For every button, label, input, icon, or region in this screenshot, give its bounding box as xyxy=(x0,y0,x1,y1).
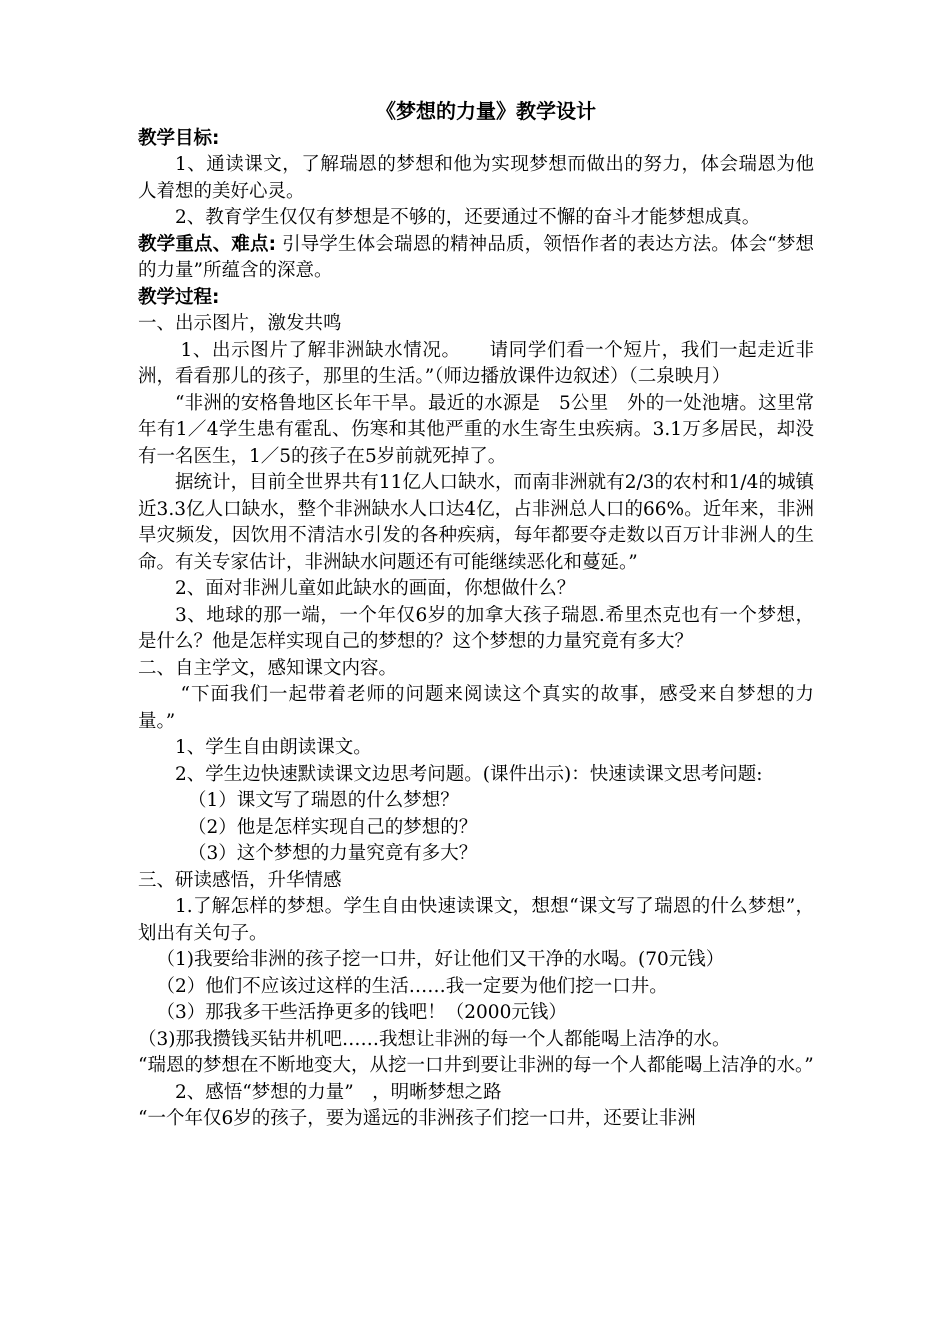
goals-heading: 教学目标: xyxy=(138,127,220,149)
question-2: （2）他是怎样实现自己的梦想的？ xyxy=(187,816,478,838)
sentence-3: （3）那我多干些活挣更多的钱吧！（2000元钱） xyxy=(156,1002,567,1023)
key-points-text: 引导学生体会瑞恩的精神品质，领悟作者的表达方法。体会“梦想的力量”所蕴含的深意。 xyxy=(138,233,815,281)
paragraph-6: “下面我们一起带着老师的问题来阅读这个真实的故事，感受来自梦想的力量。” xyxy=(138,684,814,732)
paragraph-5: 3、地球的那一端，一个年仅6岁的加拿大孩子瑞恩.希里杰克也有一个梦想，是什么？他是怎样实现自己的梦想的？这个梦想的力量究竟有多大？ xyxy=(138,604,814,652)
paragraph-1: 1、出示图片了解非洲缺水情况。 请同学们看一个短片，我们一起走近非洲，看看那儿的孩子，那里的生活。”（师边播放课件边叙述）（二泉映月） xyxy=(138,339,814,387)
sentence-2: （2）他们不应该过这样的生活……我一定要为他们挖一口井。 xyxy=(156,975,668,997)
process-heading: 教学过程: xyxy=(138,286,220,308)
sentence-1: （1)我要给非洲的孩子挖一口井，好让他们又干净的水喝。(70元钱） xyxy=(156,949,725,970)
key-points-label: 教学重点、难点: xyxy=(138,233,277,255)
question-3: （3）这个梦想的力量究竟有多大？ xyxy=(187,843,478,864)
paragraph-10: “瑞恩的梦想在不断地变大，从挖一口井到要让非洲的每一个人都能喝上洁净的水。” xyxy=(138,1055,814,1076)
sentence-4: （3)那我攒钱买钻井机吧……我想让非洲的每一个人都能喝上洁净的水。 xyxy=(138,1028,731,1050)
paragraph-9: 1.了解怎样的梦想。学生自由快速读课文，想想“课文写了瑞恩的什么梦想”，划出有关句子。 xyxy=(138,896,814,944)
section-3-heading: 三、研读感悟，升华情感 xyxy=(138,869,342,891)
goal-2: 2、教育学生仅仅有梦想是不够的，还要通过不懈的奋斗才能梦想成真。 xyxy=(175,207,761,228)
paragraph-2: “非洲的安格鲁地区长年干旱。最近的水源是 5公里 外的一处池塘。这里常年有1／4学生患有霍乱、伤寒和其他严重的水生寄生虫疾病。3.1万多居民，却没有一名医生，1／5的孩子在5岁前就死掉了。 xyxy=(138,392,814,467)
goal-1: 1、通读课文，了解瑞恩的梦想和他为实现梦想而做出的努力，体会瑞恩为他人着想的美好心灵。 xyxy=(138,154,814,202)
document-title: 《梦想的力量》教学设计 xyxy=(376,99,596,123)
paragraph-8: 2、学生边快速默读课文边思考问题。(课件出示)：快速读课文思考问题: xyxy=(175,763,763,785)
section-2-heading: 二、自主学文，感知课文内容。 xyxy=(138,657,398,679)
question-1: （1）课文写了瑞恩的什么梦想？ xyxy=(187,790,459,811)
paragraph-3: 据统计，目前全世界共有11亿人口缺水，而南非洲就有2/3的农村和1/4的城镇近3.3亿人口缺水，整个非洲缺水人口达4亿，占非洲总人口的66%。近年来，非洲旱灾频发，因饮用不清洁水引发的各种疾病，每年都要夺走数以百万计非洲人的生命。有关专家估计，非洲缺水问题还有可能继续恶化和蔓延。” xyxy=(138,472,814,573)
paragraph-4: 2、面对非洲儿童如此缺水的画面，你想做什么？ xyxy=(175,578,576,599)
paragraph-7: 1、学生自由朗读课文。 xyxy=(175,737,372,758)
section-1-heading: 一、出示图片，激发共鸣 xyxy=(138,313,342,334)
document-body xyxy=(138,98,814,1133)
paragraph-11: 2、感悟“梦想的力量” ，明晰梦想之路 xyxy=(175,1081,502,1103)
paragraph-12: “一个年仅6岁的孩子，要为遥远的非洲孩子们挖一口井，还要让非洲 xyxy=(138,1108,696,1129)
key-points xyxy=(138,232,814,285)
